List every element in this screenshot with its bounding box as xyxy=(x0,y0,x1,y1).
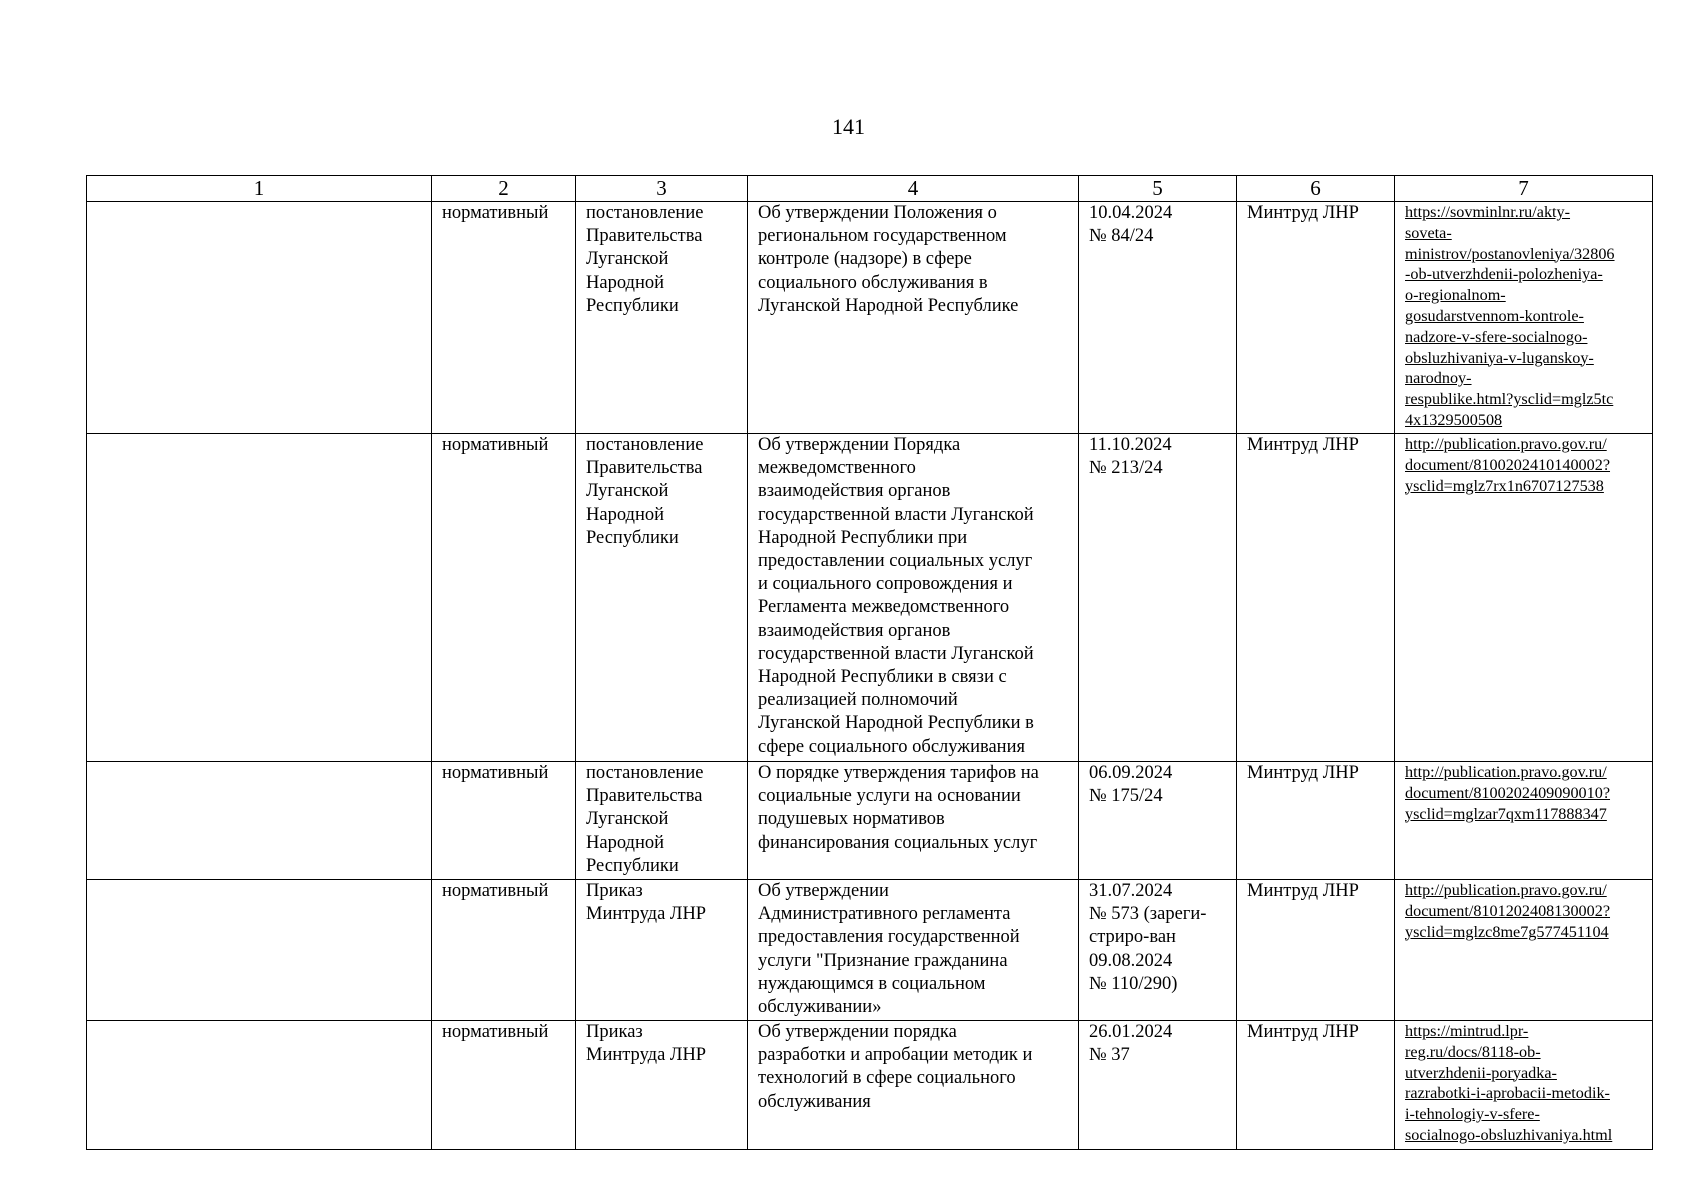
cell-empty xyxy=(87,880,432,1021)
cell-date-number: 06.09.2024 № 175/24 xyxy=(1079,762,1237,880)
cell-link xyxy=(1395,434,1653,762)
document-link[interactable]: https://mintrud.lpr- reg.ru/docs/8118-ob- utverzhdenii-poryadka- razrabotki-i-aprobacii-metodik- i-tehnologiy-v-sfere- socialnogo-obsluzhivaniya.html xyxy=(1405,1022,1613,1144)
cell-link xyxy=(1395,202,1653,434)
cell-title: Об утверждении Административного регламента предоставления государственной услуги "Признание гражданина нуждающимся в социальном обслуживании» xyxy=(748,880,1079,1021)
table-row xyxy=(87,202,1653,434)
document-link[interactable]: http://publication.pravo.gov.ru/ document/8100202409090010? ysclid=mglzar7qxm117888347 xyxy=(1405,763,1611,823)
cell-authority: Минтруд ЛНР xyxy=(1237,434,1395,762)
column-header: 1 xyxy=(87,176,432,202)
header-row xyxy=(87,176,1653,202)
page-number: 141 xyxy=(832,114,865,139)
cell-authority: Минтруд ЛНР xyxy=(1237,202,1395,434)
column-header: 6 xyxy=(1237,176,1395,202)
cell-title: Об утверждении Порядка межведомственного взаимодействия органов государственной власти Луганской Народной Республики при предоставлении социальных услуг и социального сопровождения и Регламента межведомственного взаимодействия органов государственной власти Луганской Народной Республики в связи с реализацией полномочий Луганской Народной Республики в сфере социального обслуживания xyxy=(748,434,1079,762)
table-row xyxy=(87,1021,1653,1150)
cell-empty xyxy=(87,762,432,880)
cell-doc-kind: Приказ Минтруда ЛНР xyxy=(576,880,748,1021)
cell-empty xyxy=(87,434,432,762)
document-link[interactable]: http://publication.pravo.gov.ru/ document/8101202408130002? ysclid=mglzc8me7g577451104 xyxy=(1405,881,1611,941)
cell-date-number: 31.07.2024 № 573 (зареги- стриро-ван 09.08.2024 № 110/290) xyxy=(1079,880,1237,1021)
cell-date-number: 10.04.2024 № 84/24 xyxy=(1079,202,1237,434)
cell-title: О порядке утверждения тарифов на социальные услуги на основании подушевых нормативов финансирования социальных услуг xyxy=(748,762,1079,880)
cell-type: нормативный xyxy=(432,202,576,434)
cell-type: нормативный xyxy=(432,1021,576,1150)
cell-doc-kind: постановление Правительства Луганской Народной Республики xyxy=(576,762,748,880)
table-row xyxy=(87,434,1653,762)
cell-empty xyxy=(87,202,432,434)
cell-type: нормативный xyxy=(432,880,576,1021)
column-header: 4 xyxy=(748,176,1079,202)
cell-title: Об утверждении Положения о региональном государственном контроле (надзоре) в сфере социального обслуживания в Луганской Народной Республике xyxy=(748,202,1079,434)
cell-date-number: 11.10.2024 № 213/24 xyxy=(1079,434,1237,762)
column-header: 3 xyxy=(576,176,748,202)
cell-doc-kind: постановление Правительства Луганской Народной Республики xyxy=(576,434,748,762)
cell-doc-kind: Приказ Минтруда ЛНР xyxy=(576,1021,748,1150)
column-header: 5 xyxy=(1079,176,1237,202)
cell-type: нормативный xyxy=(432,762,576,880)
document-link[interactable]: http://publication.pravo.gov.ru/ document/8100202410140002? ysclid=mglz7rx1n6707127538 xyxy=(1405,435,1611,495)
regulations-table xyxy=(86,175,1653,1150)
cell-type: нормативный xyxy=(432,434,576,762)
table-row xyxy=(87,880,1653,1021)
cell-authority: Минтруд ЛНР xyxy=(1237,1021,1395,1150)
cell-link xyxy=(1395,762,1653,880)
column-header: 7 xyxy=(1395,176,1653,202)
cell-authority: Минтруд ЛНР xyxy=(1237,880,1395,1021)
cell-link xyxy=(1395,880,1653,1021)
table-row xyxy=(87,762,1653,880)
cell-authority: Минтруд ЛНР xyxy=(1237,762,1395,880)
document-link[interactable]: https://sovminlnr.ru/akty- soveta- ministrov/postanovleniya/32806 -ob-utverzhdenii-polozheniya- o-regionalnom- gosudarstvennom-kontrole- nadzore-v-sfere-socialnogo- obsluzhivaniya-v-luganskoy- narodnoy- respublike.html?ysclid=mglz5tc 4x1329500508 xyxy=(1405,203,1615,429)
cell-empty xyxy=(87,1021,432,1150)
cell-date-number: 26.01.2024 № 37 xyxy=(1079,1021,1237,1150)
column-header: 2 xyxy=(432,176,576,202)
cell-title: Об утверждении порядка разработки и апробации методик и технологий в сфере социального обслуживания xyxy=(748,1021,1079,1150)
cell-link xyxy=(1395,1021,1653,1150)
cell-doc-kind: постановление Правительства Луганской Народной Республики xyxy=(576,202,748,434)
